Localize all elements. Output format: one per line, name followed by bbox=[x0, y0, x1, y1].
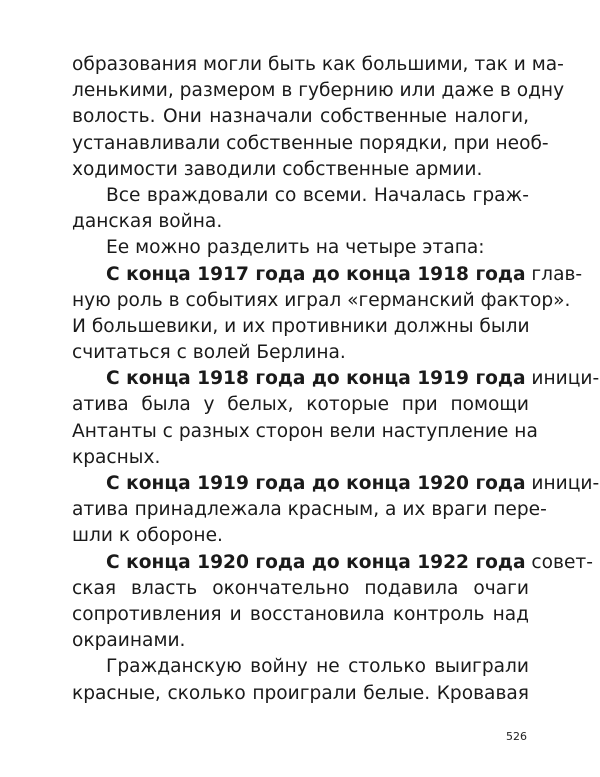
text-line: данская война. bbox=[72, 211, 223, 233]
text-line: окраинами. bbox=[72, 630, 186, 652]
stage-text-start: иници- bbox=[525, 368, 600, 390]
text-line: Ее можно разделить на четыре этапа: bbox=[106, 237, 485, 259]
page-number: 526 bbox=[506, 730, 527, 743]
stage-paragraph-3 bbox=[72, 471, 600, 550]
text-line: Все враждовали со всеми. Началась граж- bbox=[106, 184, 529, 206]
text-line: ходимости заводили собственные армии. bbox=[72, 158, 483, 180]
text-line: атива принадлежала красным, а их враги пере- bbox=[72, 499, 547, 521]
text-line: устанавливали собственные порядки, при необ- bbox=[72, 132, 549, 154]
text-line bbox=[72, 550, 593, 576]
text-line: И большевики, и их противники должны были bbox=[72, 315, 530, 337]
text-line bbox=[72, 366, 600, 392]
stage-period-bold: С конца 1917 года до конца 1918 года bbox=[106, 263, 526, 285]
stage-text-start: глав- bbox=[525, 263, 583, 285]
text-line: ская власть окончательно подавила очаги bbox=[72, 577, 529, 599]
paragraph-1 bbox=[72, 52, 565, 183]
stage-text-start: совет- bbox=[525, 551, 593, 573]
page-body bbox=[72, 52, 600, 707]
text-line: считаться с волей Берлина. bbox=[72, 342, 346, 364]
text-line: образования могли быть как большими, так и ма- bbox=[72, 54, 564, 75]
stage-paragraph-2 bbox=[72, 366, 600, 471]
paragraph-3 bbox=[72, 235, 529, 261]
text-line bbox=[72, 471, 600, 497]
text-line: Гражданскую войну не столько выиграли bbox=[106, 656, 529, 678]
stage-paragraph-1 bbox=[72, 262, 583, 367]
text-line bbox=[72, 262, 583, 288]
paragraph-8 bbox=[72, 654, 529, 706]
text-line: атива была у белых, которые при помощи bbox=[72, 394, 529, 416]
stage-paragraph-4 bbox=[72, 550, 593, 655]
text-line: красных. bbox=[72, 446, 161, 468]
text-line: волость. Они назначали собственные налоги, bbox=[72, 106, 529, 128]
stage-period-bold: С конца 1918 года до конца 1919 года bbox=[106, 368, 526, 390]
text-line: сопротивления и восстановила контроль над bbox=[72, 603, 529, 625]
text-line: ленькими, размером в губернию или даже в одну bbox=[72, 80, 565, 102]
text-line: ную роль в событиях играл «германский фактор». bbox=[72, 289, 571, 311]
stage-period-bold: С конца 1920 года до конца 1922 года bbox=[106, 551, 526, 573]
paragraph-2 bbox=[72, 183, 529, 235]
stage-text-start: иници- bbox=[525, 473, 600, 494]
text-line: красные, сколько проиграли белые. Кровавая bbox=[72, 682, 529, 704]
stage-period-bold: С конца 1919 года до конца 1920 года bbox=[106, 473, 526, 494]
text-line: Антанты с разных сторон вели наступление на bbox=[72, 420, 538, 442]
text-line: шли к обороне. bbox=[72, 525, 223, 547]
